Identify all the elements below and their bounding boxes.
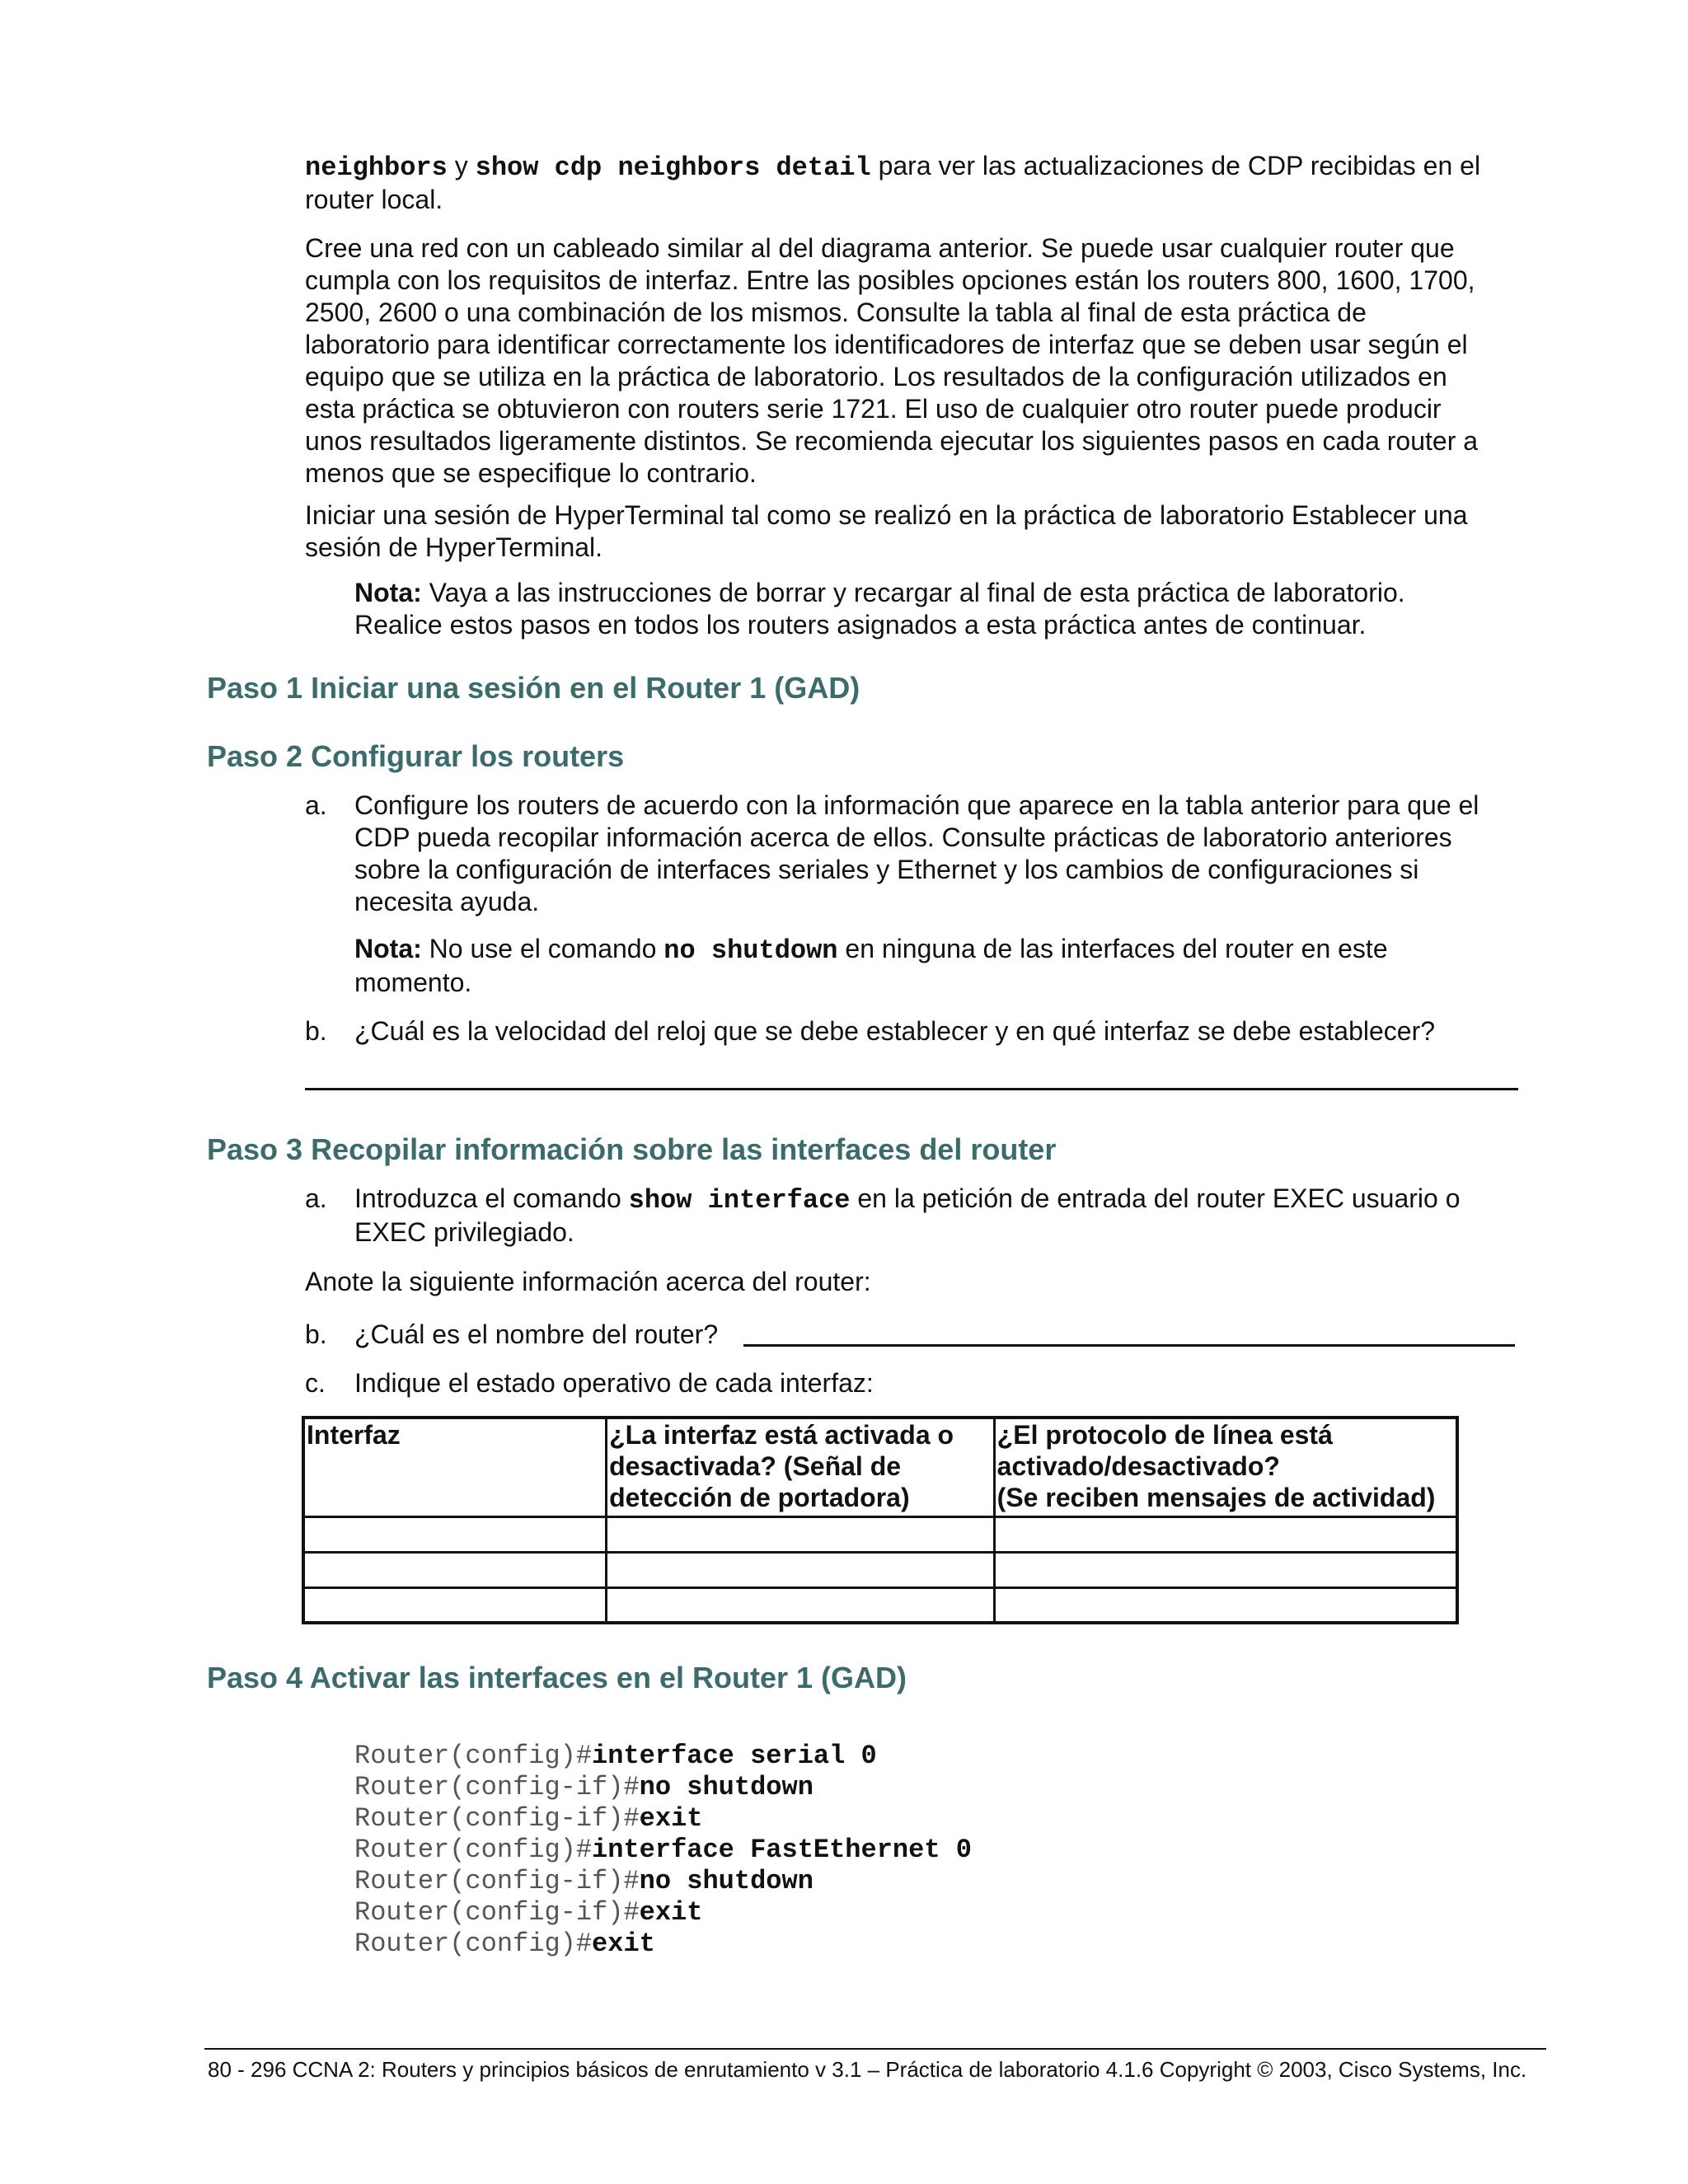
step-2-item-a: a. Configure los routers de acuerdo con la información que aparece en la tabla anterior para que el CDP pueda recopilar información acerca de ellos. Consulte prácticas de laboratorio anteriores sobre la configuración de interfaces seriales y Ethernet y los cambios de configuraciones si necesita ayuda. [305, 790, 1479, 916]
intro-paragraph-1: Cree una red con un cableado similar al del diagrama anterior. Se puede usar cualquier router que cumpla con los requisitos de interfaz. Entre las posibles opciones están los routers 800, 1600, 1700, 2500, 2600 o una combinación de los mismos. Consulte la tabla al final de esta práctica de laboratorio para identificar correctamente los identificadores de interfaz que se deben usar según el equipo que se utiliza en la práctica de laboratorio. Los resultados de la configuración utilizados en esta práctica se obtuvieron con routers serie 1721. El uso de cualquier otro router puede producir unos resultados ligeramente distintos. Se recomienda ejecutar los siguientes pasos en cada router a menos que se especifique lo contrario. [305, 233, 1479, 488]
step-3-heading: Paso 3 Recopilar información sobre las interfaces del router [207, 1132, 1057, 1166]
step-2-item-b: b. ¿Cuál es la velocidad del reloj que se debe establecer y en qué interfaz se debe establecer? [305, 1016, 1436, 1046]
header-line-protocol: ¿El protocolo de línea está activado/desactivado? (Se reciben mensajes de actividad) [994, 1418, 1457, 1516]
table-cell[interactable] [607, 1552, 995, 1587]
table-row [303, 1587, 1457, 1623]
item-marker: c. [305, 1368, 326, 1398]
code-line: Router(config)#interface FastEthernet 0 [354, 1835, 972, 1865]
step-1-heading: Paso 1 Iniciar una sesión en el Router 1 (GAD) [207, 671, 860, 705]
code-line: Router(config-if)#exit [354, 1803, 703, 1834]
table-cell[interactable] [607, 1516, 995, 1552]
step-3-record-text: Anote la siguiente información acerca del router: [305, 1267, 871, 1296]
code-line: Router(config)#exit [354, 1929, 655, 1959]
table-cell[interactable] [994, 1552, 1457, 1587]
code-line: Router(config)#interface serial 0 [354, 1741, 877, 1771]
item-marker: b. [305, 1319, 327, 1349]
table-cell[interactable] [303, 1587, 607, 1623]
table-cell[interactable] [303, 1516, 607, 1552]
step-3-item-c: c. Indique el estado operativo de cada interfaz: [305, 1368, 874, 1398]
intro-paragraph-0: neighbors y show cdp neighbors detail para ver las actualizaciones de CDP recibidas en el router local. [305, 151, 1481, 214]
item-marker: a. [305, 1183, 327, 1213]
step-3-item-b: b. ¿Cuál es el nombre del router? [305, 1319, 719, 1349]
table-cell[interactable] [607, 1587, 995, 1623]
table-cell[interactable] [994, 1516, 1457, 1552]
code-show-cdp-neighbors-detail: show cdp neighbors detail [475, 152, 871, 183]
step-4-heading: Paso 4 Activar las interfaces en el Router 1 (GAD) [207, 1661, 907, 1694]
interface-status-table [302, 1416, 1459, 1624]
note-label: Nota: [354, 934, 422, 963]
table-header-row [303, 1418, 1457, 1516]
note-label: Nota: [354, 578, 422, 607]
code-no-shutdown: no shutdown [663, 935, 838, 966]
router-name-answer-line[interactable] [743, 1344, 1515, 1347]
table-cell[interactable] [994, 1587, 1457, 1623]
page-footer: 80 - 296 CCNA 2: Routers y principios básicos de enrutamiento v 3.1 – Práctica de laboratorio 4.1.6 Copyright © 2003, Cisco Systems, Inc. [208, 2057, 1527, 2082]
step-2-note: Nota: No use el comando no shutdown en ninguna de las interfaces del router en este momento. [354, 934, 1388, 997]
code-line: Router(config-if)#exit [354, 1897, 703, 1928]
header-interface-state: ¿La interfaz está activada o desactivada? (Señal de detección de portadora) [607, 1418, 995, 1516]
table-cell[interactable] [303, 1552, 607, 1587]
table-row [303, 1552, 1457, 1587]
table-row [303, 1516, 1457, 1552]
footer-divider [204, 2048, 1546, 2050]
step-3-item-a: a. Introduzca el comando show interface en la petición de entrada del router EXEC usuario o EXEC privilegiado. [305, 1183, 1461, 1247]
intro-paragraph-2: Iniciar una sesión de HyperTerminal tal como se realizó en la práctica de laboratorio Establecer una sesión de HyperTerminal. [305, 500, 1468, 562]
code-line: Router(config-if)#no shutdown [354, 1772, 814, 1802]
clock-rate-answer-line[interactable] [305, 1088, 1518, 1090]
code-line: Router(config-if)#no shutdown [354, 1866, 814, 1896]
header-interfaz: Interfaz [303, 1418, 607, 1516]
code-show-interface: show interface [628, 1185, 851, 1216]
item-marker: b. [305, 1016, 327, 1046]
step-2-heading: Paso 2 Configurar los routers [207, 739, 625, 773]
code-neighbors: neighbors [305, 152, 448, 183]
intro-note: Nota: Vaya a las instrucciones de borrar y recargar al final de esta práctica de laboratorio. Realice estos pasos en todos los routers asignados a esta práctica antes de continuar. [354, 578, 1405, 640]
item-marker: a. [305, 790, 327, 820]
